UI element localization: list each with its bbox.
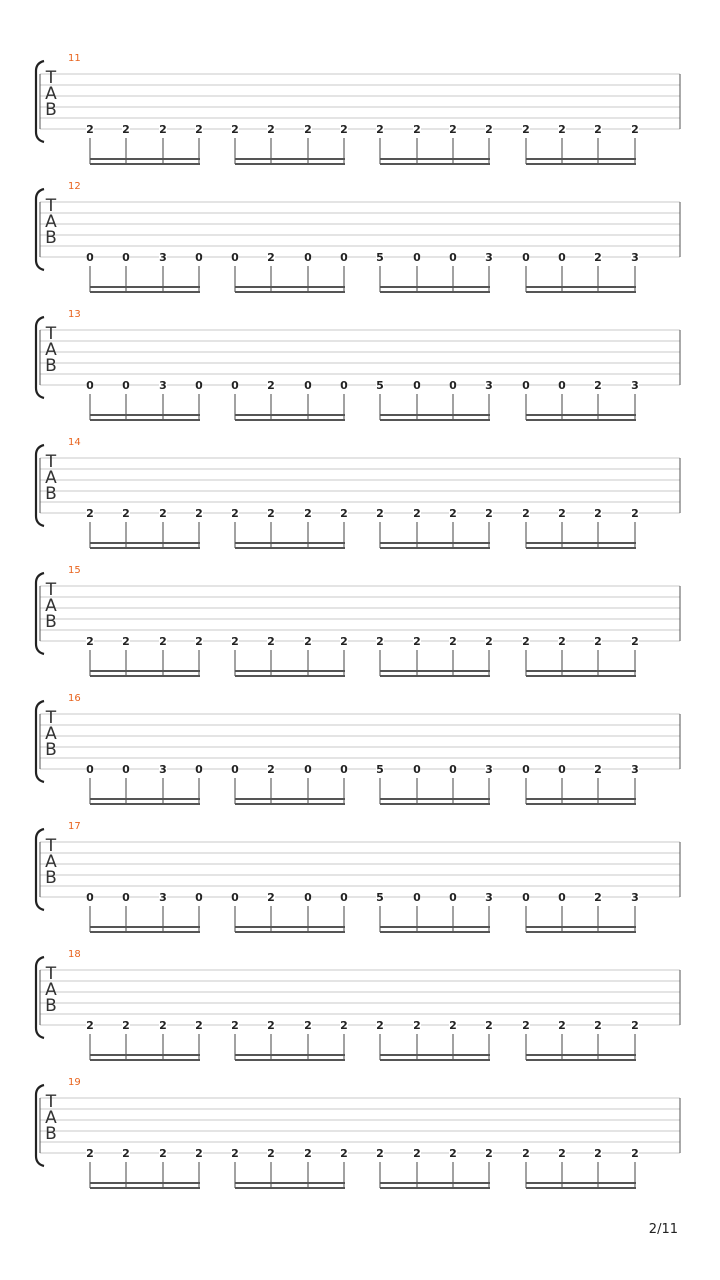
fret-number: 2 <box>159 1019 167 1032</box>
fret-number: 0 <box>86 891 94 904</box>
beam-primary <box>526 414 636 416</box>
fret-number: 0 <box>522 763 530 776</box>
fret-number: 2 <box>594 1019 602 1032</box>
fret-number: 3 <box>631 379 639 392</box>
tab-system <box>36 181 680 293</box>
tab-clef-letter: T <box>45 580 57 600</box>
fret-number: 0 <box>231 891 239 904</box>
fret-number: 0 <box>122 379 130 392</box>
beam-secondary <box>380 547 490 549</box>
beam-primary <box>380 1054 490 1056</box>
beam-secondary <box>380 163 490 165</box>
fret-number: 2 <box>413 1147 421 1160</box>
fret-number: 2 <box>304 1147 312 1160</box>
fret-number: 2 <box>522 635 530 648</box>
measure-number: 15 <box>68 565 81 576</box>
fret-number: 3 <box>159 251 167 264</box>
fret-number: 0 <box>122 251 130 264</box>
beam-primary <box>380 542 490 544</box>
tab-clef-letter: T <box>45 452 57 472</box>
fret-number: 2 <box>594 1147 602 1160</box>
fret-number: 0 <box>522 891 530 904</box>
beam-secondary <box>90 419 200 421</box>
fret-number: 3 <box>485 251 493 264</box>
fret-number: 0 <box>522 251 530 264</box>
tab-clef-letter: A <box>45 340 57 360</box>
beam-secondary <box>235 163 345 165</box>
fret-number: 2 <box>413 635 421 648</box>
fret-number: 0 <box>231 763 239 776</box>
fret-number: 2 <box>231 635 239 648</box>
fret-number: 0 <box>195 251 203 264</box>
beam-primary <box>380 926 490 928</box>
fret-number: 2 <box>485 1019 493 1032</box>
beam-secondary <box>380 1187 490 1189</box>
fret-number: 2 <box>159 1147 167 1160</box>
fret-number: 2 <box>231 123 239 136</box>
tab-clef-letter: B <box>45 356 57 376</box>
fret-number: 3 <box>159 763 167 776</box>
beam-secondary <box>90 163 200 165</box>
fret-number: 2 <box>195 507 203 520</box>
tab-system <box>36 821 680 933</box>
fret-number: 2 <box>558 507 566 520</box>
tab-system <box>36 693 680 805</box>
fret-number: 2 <box>340 123 348 136</box>
fret-number: 2 <box>86 1019 94 1032</box>
tab-clef-letter: A <box>45 980 57 1000</box>
fret-number: 5 <box>376 891 384 904</box>
fret-number: 0 <box>558 379 566 392</box>
fret-number: 0 <box>340 251 348 264</box>
fret-number: 2 <box>159 507 167 520</box>
beam-secondary <box>90 803 200 805</box>
fret-number: 3 <box>485 891 493 904</box>
beam-primary <box>90 542 200 544</box>
tab-clef-letter: B <box>45 740 57 760</box>
tab-clef-letter: T <box>45 196 57 216</box>
fret-number: 2 <box>376 507 384 520</box>
fret-number: 2 <box>594 635 602 648</box>
page-number: 2/11 <box>648 1222 678 1237</box>
fret-number: 2 <box>267 891 275 904</box>
fret-number: 2 <box>413 1019 421 1032</box>
fret-number: 0 <box>449 763 457 776</box>
measure-number: 14 <box>68 437 81 448</box>
measure-number: 11 <box>68 53 81 64</box>
fret-number: 2 <box>267 635 275 648</box>
beam-secondary <box>90 547 200 549</box>
beam-secondary <box>526 675 636 677</box>
beam-primary <box>235 542 345 544</box>
tab-system <box>36 949 680 1061</box>
fret-number: 2 <box>594 379 602 392</box>
tab-clef-letter: A <box>45 212 57 232</box>
beam-primary <box>380 1182 490 1184</box>
beam-primary <box>90 1182 200 1184</box>
measure-number: 18 <box>68 949 81 960</box>
beam-secondary <box>380 419 490 421</box>
fret-number: 2 <box>376 1019 384 1032</box>
fret-number: 2 <box>522 123 530 136</box>
fret-number: 3 <box>159 891 167 904</box>
fret-number: 0 <box>86 763 94 776</box>
fret-number: 3 <box>631 763 639 776</box>
fret-number: 2 <box>485 123 493 136</box>
measure-number: 12 <box>68 181 81 192</box>
fret-number: 0 <box>122 891 130 904</box>
fret-number: 2 <box>267 763 275 776</box>
beam-secondary <box>90 675 200 677</box>
beam-secondary <box>235 803 345 805</box>
fret-number: 2 <box>631 635 639 648</box>
beam-primary <box>526 798 636 800</box>
fret-number: 2 <box>267 1147 275 1160</box>
beam-primary <box>526 1054 636 1056</box>
beam-secondary <box>526 931 636 933</box>
beam-primary <box>235 158 345 160</box>
fret-number: 2 <box>122 1019 130 1032</box>
fret-number: 2 <box>340 635 348 648</box>
tab-clef-letter: B <box>45 228 57 248</box>
tab-clef-letter: A <box>45 596 57 616</box>
tab-clef-letter: A <box>45 852 57 872</box>
fret-number: 2 <box>594 507 602 520</box>
beam-primary <box>526 926 636 928</box>
fret-number: 2 <box>522 1147 530 1160</box>
beam-secondary <box>526 1059 636 1061</box>
fret-number: 5 <box>376 251 384 264</box>
fret-number: 0 <box>195 891 203 904</box>
tab-clef-letter: B <box>45 612 57 632</box>
beam-primary <box>526 1182 636 1184</box>
fret-number: 2 <box>267 251 275 264</box>
tab-system <box>36 309 680 421</box>
fret-number: 0 <box>413 379 421 392</box>
beam-primary <box>380 798 490 800</box>
tab-clef-letter: A <box>45 84 57 104</box>
fret-number: 2 <box>449 1019 457 1032</box>
fret-number: 0 <box>86 379 94 392</box>
fret-number: 0 <box>413 763 421 776</box>
fret-number: 2 <box>449 1147 457 1160</box>
fret-number: 2 <box>122 123 130 136</box>
tab-system <box>36 1077 680 1189</box>
beam-primary <box>90 798 200 800</box>
fret-number: 3 <box>631 891 639 904</box>
fret-number: 0 <box>413 891 421 904</box>
fret-number: 2 <box>631 507 639 520</box>
tab-system <box>36 437 680 549</box>
tab-system <box>36 53 680 165</box>
fret-number: 2 <box>594 891 602 904</box>
beam-secondary <box>90 1059 200 1061</box>
beam-primary <box>235 286 345 288</box>
tab-clef-letter: T <box>45 964 57 984</box>
fret-number: 2 <box>340 507 348 520</box>
fret-number: 2 <box>122 507 130 520</box>
fret-number: 0 <box>413 251 421 264</box>
fret-number: 0 <box>122 763 130 776</box>
fret-number: 5 <box>376 763 384 776</box>
fret-number: 0 <box>449 379 457 392</box>
fret-number: 2 <box>449 635 457 648</box>
fret-number: 2 <box>522 507 530 520</box>
fret-number: 2 <box>594 763 602 776</box>
fret-number: 0 <box>304 763 312 776</box>
fret-number: 0 <box>449 891 457 904</box>
tab-clef-letter: T <box>45 708 57 728</box>
beam-secondary <box>235 1059 345 1061</box>
fret-number: 2 <box>304 1019 312 1032</box>
beam-secondary <box>235 547 345 549</box>
tab-clef-letter: B <box>45 1124 57 1144</box>
beam-secondary <box>380 291 490 293</box>
fret-number: 0 <box>195 379 203 392</box>
fret-number: 2 <box>159 635 167 648</box>
tab-clef-letter: T <box>45 324 57 344</box>
fret-number: 2 <box>485 507 493 520</box>
fret-number: 2 <box>376 1147 384 1160</box>
fret-number: 2 <box>267 1019 275 1032</box>
beam-secondary <box>235 1187 345 1189</box>
measure-number: 13 <box>68 309 81 320</box>
beam-secondary <box>526 419 636 421</box>
beam-primary <box>526 542 636 544</box>
fret-number: 3 <box>485 379 493 392</box>
beam-primary <box>380 158 490 160</box>
fret-number: 0 <box>558 763 566 776</box>
tab-clef-letter: T <box>45 836 57 856</box>
beam-secondary <box>526 547 636 549</box>
fret-number: 2 <box>231 1019 239 1032</box>
fret-number: 2 <box>558 635 566 648</box>
tab-system <box>36 565 680 677</box>
beam-primary <box>380 414 490 416</box>
beam-primary <box>235 798 345 800</box>
beam-secondary <box>90 1187 200 1189</box>
beam-primary <box>235 670 345 672</box>
fret-number: 0 <box>522 379 530 392</box>
fret-number: 2 <box>86 507 94 520</box>
fret-number: 2 <box>195 635 203 648</box>
fret-number: 3 <box>485 763 493 776</box>
fret-number: 0 <box>231 379 239 392</box>
tab-clef-letter: A <box>45 1108 57 1128</box>
fret-number: 0 <box>195 763 203 776</box>
beam-secondary <box>380 1059 490 1061</box>
fret-number: 2 <box>376 123 384 136</box>
tab-clef-letter: A <box>45 468 57 488</box>
tab-clef-letter: T <box>45 1092 57 1112</box>
fret-number: 0 <box>558 251 566 264</box>
fret-number: 0 <box>558 891 566 904</box>
fret-number: 2 <box>86 1147 94 1160</box>
fret-number: 0 <box>304 379 312 392</box>
measure-number: 17 <box>68 821 81 832</box>
beam-primary <box>90 926 200 928</box>
beam-secondary <box>380 803 490 805</box>
beam-primary <box>526 158 636 160</box>
fret-number: 0 <box>231 251 239 264</box>
fret-number: 2 <box>195 1019 203 1032</box>
fret-number: 2 <box>631 123 639 136</box>
measure-number: 19 <box>68 1077 81 1088</box>
fret-number: 2 <box>594 123 602 136</box>
fret-number: 2 <box>86 635 94 648</box>
fret-number: 0 <box>340 891 348 904</box>
fret-number: 2 <box>522 1019 530 1032</box>
tab-clef-letter: A <box>45 724 57 744</box>
fret-number: 0 <box>304 251 312 264</box>
fret-number: 2 <box>122 635 130 648</box>
tab-clef-letter: B <box>45 100 57 120</box>
fret-number: 2 <box>304 635 312 648</box>
fret-number: 2 <box>122 1147 130 1160</box>
beam-secondary <box>380 931 490 933</box>
fret-number: 3 <box>631 251 639 264</box>
fret-number: 2 <box>86 123 94 136</box>
fret-number: 2 <box>267 379 275 392</box>
fret-number: 2 <box>485 635 493 648</box>
fret-number: 0 <box>304 891 312 904</box>
fret-number: 2 <box>558 1019 566 1032</box>
fret-number: 2 <box>485 1147 493 1160</box>
fret-number: 2 <box>631 1147 639 1160</box>
beam-primary <box>380 286 490 288</box>
beam-secondary <box>235 419 345 421</box>
fret-number: 2 <box>558 123 566 136</box>
tab-clef-letter: B <box>45 996 57 1016</box>
fret-number: 5 <box>376 379 384 392</box>
fret-number: 2 <box>413 123 421 136</box>
beam-primary <box>235 1054 345 1056</box>
fret-number: 2 <box>449 507 457 520</box>
fret-number: 3 <box>159 379 167 392</box>
fret-number: 2 <box>413 507 421 520</box>
beam-secondary <box>235 291 345 293</box>
tab-clef-letter: B <box>45 484 57 504</box>
fret-number: 2 <box>304 123 312 136</box>
beam-secondary <box>90 291 200 293</box>
beam-secondary <box>526 291 636 293</box>
beam-primary <box>526 670 636 672</box>
beam-secondary <box>526 803 636 805</box>
beam-primary <box>235 1182 345 1184</box>
fret-number: 2 <box>376 635 384 648</box>
fret-number: 2 <box>195 1147 203 1160</box>
beam-secondary <box>526 163 636 165</box>
fret-number: 2 <box>267 507 275 520</box>
fret-number: 2 <box>594 251 602 264</box>
fret-number: 0 <box>449 251 457 264</box>
beam-primary <box>526 286 636 288</box>
beam-secondary <box>235 931 345 933</box>
beam-secondary <box>235 675 345 677</box>
fret-number: 2 <box>231 507 239 520</box>
measure-number: 16 <box>68 693 81 704</box>
beam-primary <box>235 926 345 928</box>
fret-number: 0 <box>86 251 94 264</box>
beam-primary <box>90 286 200 288</box>
beam-primary <box>235 414 345 416</box>
beam-secondary <box>526 1187 636 1189</box>
beam-primary <box>90 1054 200 1056</box>
fret-number: 2 <box>267 123 275 136</box>
fret-number: 0 <box>340 379 348 392</box>
fret-number: 2 <box>449 123 457 136</box>
fret-number: 2 <box>340 1147 348 1160</box>
fret-number: 2 <box>231 1147 239 1160</box>
beam-secondary <box>380 675 490 677</box>
fret-number: 2 <box>304 507 312 520</box>
beam-secondary <box>90 931 200 933</box>
fret-number: 2 <box>159 123 167 136</box>
beam-primary <box>90 414 200 416</box>
beam-primary <box>90 670 200 672</box>
fret-number: 2 <box>340 1019 348 1032</box>
fret-number: 2 <box>195 123 203 136</box>
fret-number: 2 <box>558 1147 566 1160</box>
beam-primary <box>380 670 490 672</box>
tab-clef-letter: B <box>45 868 57 888</box>
beam-primary <box>90 158 200 160</box>
tab-clef-letter: T <box>45 68 57 88</box>
fret-number: 0 <box>340 763 348 776</box>
fret-number: 2 <box>631 1019 639 1032</box>
